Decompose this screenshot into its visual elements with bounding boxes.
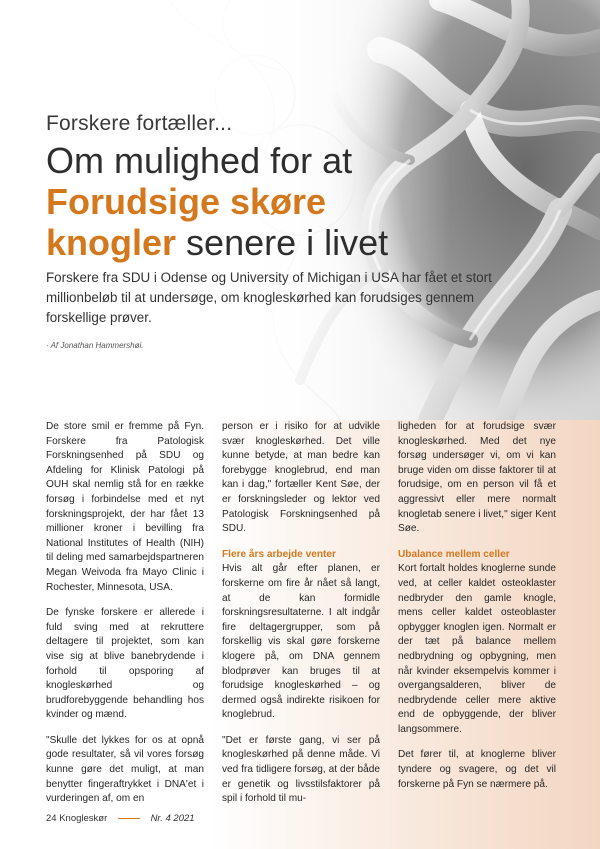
paragraph: De fynske forskere er allerede i fuld sving med at rekruttere deltagere til projektet, som kan vise sig at blive banebrydende i forhold til opsporing af knogleskørhed og brudforebyggende behandling hos kvinder og mænd.	[46, 607, 204, 721]
page-title	[46, 140, 566, 263]
title-highlight-1: Forudsige skøre	[46, 181, 327, 222]
paragraph: person er i risiko for at udvikle svær knogleskørhed. Det ville kunne betyde, at man bedre kan forebygge knoglebrud, end man kan i dag," fortæller Kent Søe, der er forskningsleder og lektor ved Patologisk Forskningsenhed på SDU.	[222, 421, 380, 535]
paragraph: "Det er første gang, vi ser på knogleskørhed på denne måde. Vi ved fra tidligere forsøg, at der både er genetik og livsstilsfaktorer på spil i forhold til mu-	[222, 734, 380, 805]
column-2	[222, 420, 380, 818]
page-footer	[46, 813, 195, 824]
section-heading: Flere års arbejde venter	[222, 548, 336, 560]
section-heading: Ubalance mellem celler	[398, 548, 510, 560]
title-highlight-2: knogler	[46, 222, 177, 263]
kicker: Forskere fortæller...	[46, 112, 233, 135]
magazine-name: Knogleskør	[59, 813, 108, 824]
byline: · Af Jonathan Hammershøi.	[46, 341, 144, 350]
title-line-1: Om mulighed for at	[46, 140, 353, 181]
column-3	[398, 420, 556, 803]
paragraph: Det fører til, at knoglerne bliver tyndere og svagere, og det vil forskerne på Fyn se nærmere på.	[398, 749, 556, 790]
issue-label: Nr. 4 2021	[150, 813, 195, 824]
paragraph: "Skulle det lykkes for os at opnå gode resultater, så vil vores forsøg kunne gøre det muligt, at man benytter fingeraftrykket i DNA'et i vurderingen af, om en	[46, 734, 204, 805]
lead-paragraph: Forskere fra SDU i Odense og University of Michigan i USA har fået et stort millionbeløb til at undersøge, om knogleskørhed kan forudsiges gennem forskellige prøver.	[46, 270, 492, 325]
paragraph: Hvis alt går efter planen, er forskerne om fire år nået så langt, at de kan formidle forskningsresultaterne. I alt indgår fire deltagergrupper, som på forskellig vis skal gøre forskerne klogere på, om DNA gennem blodprøver kan bruges til at forudsige knogleskørhed – og dermed også indirekte risikoen for knoglebrud.	[222, 563, 380, 721]
title-line-3	[46, 222, 566, 263]
paragraph: Kort fortalt holdes knoglerne sunde ved, at celler kaldet osteoklaster nedbryder den gamle knogle, mens celler kaldet osteoblaster opbygger knoglen igen. Normalt er der tæt på balance mellem nedbrydning og opbygning, men når kvinder eksempelvis kommer i overgangsalderen, bliver de nedbrydende celler mere aktive end de opbyggende, der bliver langsommere.	[398, 563, 556, 735]
title-rest: senere i livet	[186, 222, 389, 263]
footer-divider	[118, 818, 140, 819]
page-number: 24	[46, 813, 57, 824]
column-1	[46, 420, 204, 818]
paragraph: ligheden for at forudsige svær knogleskørhed. Med det nye forsøg undersøger vi, om vi kan bruge viden om disse faktorer til at forudsige, om en person vil få et aggressivt eller mere normalt knogletab senere i livet," siger Kent Søe.	[398, 421, 556, 535]
paragraph: De store smil er fremme på Fyn. Forskere fra Patologisk Forskningsenhed på SDU og Afdeling for Klinisk Patologi på OUH skal nemlig stå for en række forsøg i forbindelse med et nyt forskningsprojekt, der har fået 13 millioner kroner i bevilling fra National Institutes of Health (NIH) til deling med samarbejdspartneren Megan Weivoda fra Mayo Clinic i Rochester, Minnesota, USA.	[46, 421, 204, 593]
